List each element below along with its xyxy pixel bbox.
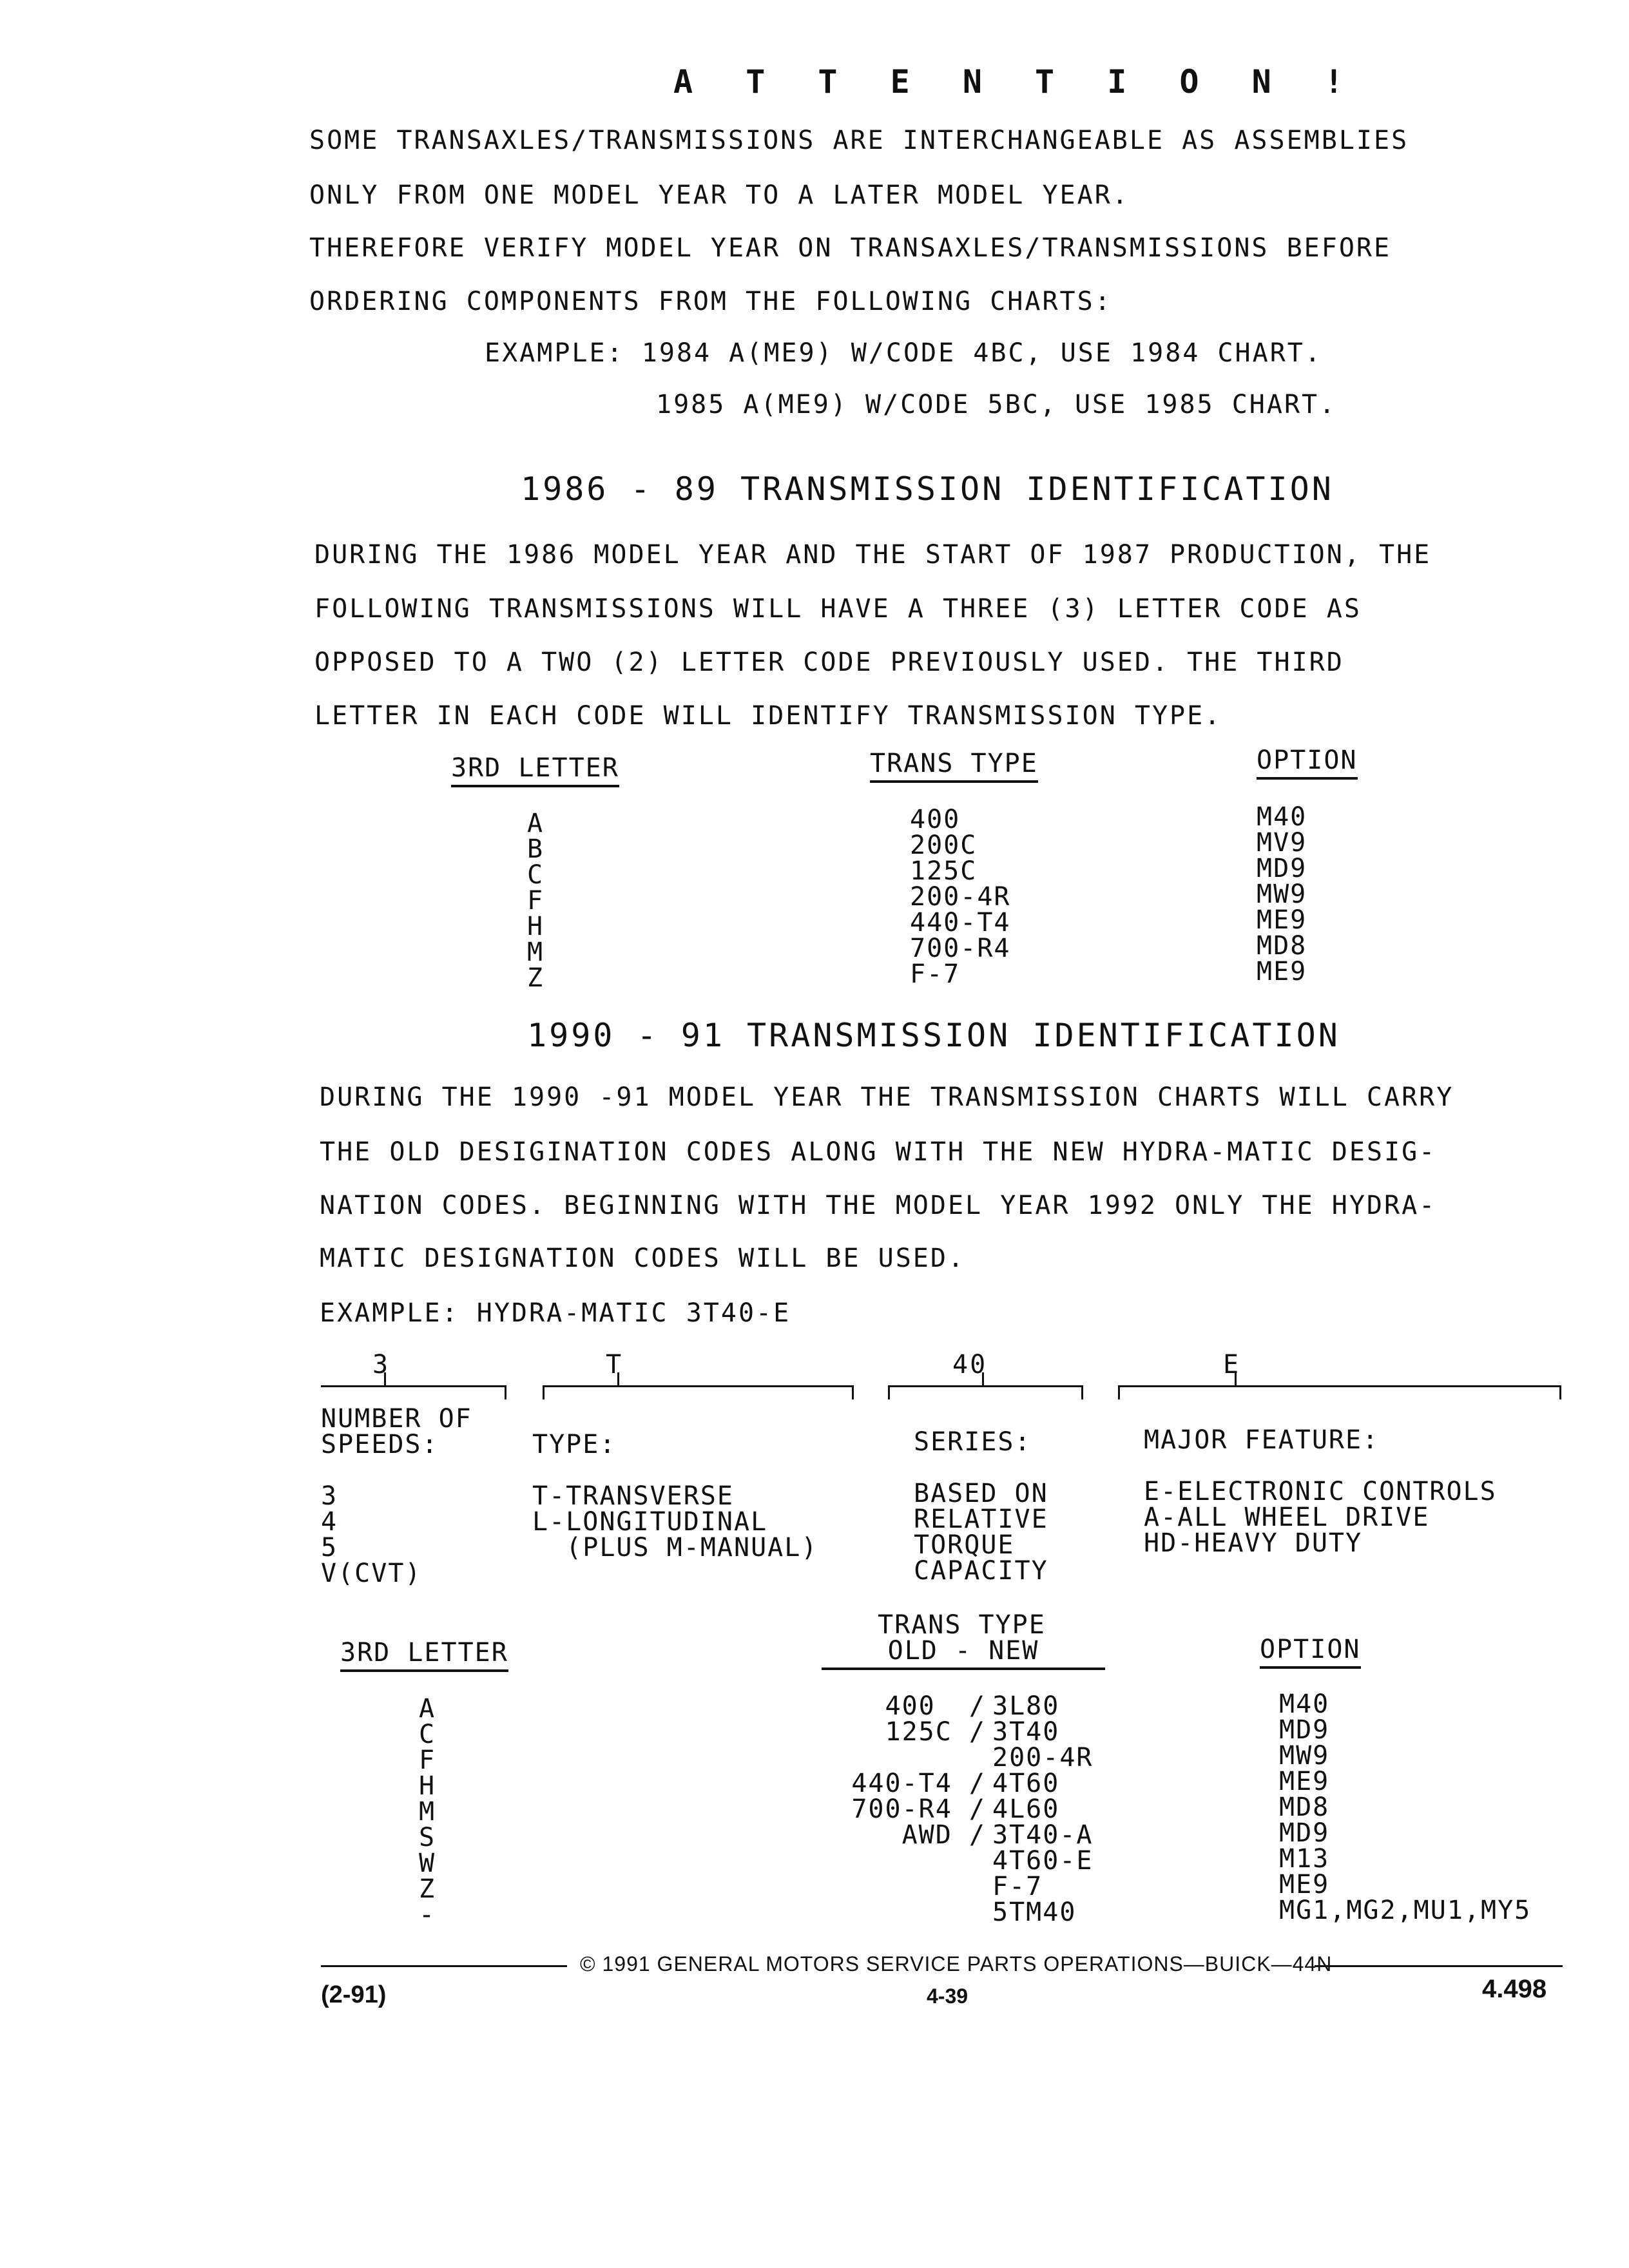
code-part-feature: E [1223, 1350, 1241, 1379]
attention-line-2: ONLY FROM ONE MODEL YEAR TO A LATER MODEL YEAR. [309, 180, 1130, 210]
bracket-series-end [1081, 1385, 1083, 1399]
section-1990-line-4: MATIC DESIGNATION CODES WILL BE USED. [320, 1244, 966, 1273]
table-1986-header-type: TRANS TYPE [870, 751, 1038, 783]
bracket-feature [1118, 1385, 1559, 1387]
bracket-speeds-end [505, 1385, 506, 1399]
attention-example-2: 1985 A(ME9) W/CODE 5BC, USE 1985 CHART. [656, 390, 1337, 419]
bracket-speeds [321, 1385, 505, 1387]
table-1986-letters: A B C F H M Z [527, 809, 545, 993]
legend-type-values: T-TRANSVERSE L-LONGITUDINAL (PLUS M-MANUAL) [532, 1481, 818, 1562]
section-1990-example: EXAMPLE: HYDRA-MATIC 3T40-E [320, 1298, 791, 1328]
section-1986-line-4: LETTER IN EACH CODE WILL IDENTIFY TRANSMISSION TYPE. [314, 701, 1222, 731]
bracket-feature-end [1559, 1385, 1561, 1399]
table-1990-header-trans-2: OLD - NEW [822, 1638, 1105, 1670]
legend-feature-label: MAJOR FEATURE: [1144, 1425, 1380, 1455]
attention-line-4: ORDERING COMPONENTS FROM THE FOLLOWING CHARTS: [309, 287, 1112, 316]
bracket-series [888, 1385, 1081, 1387]
table-1986-header-letter: 3RD LETTER [451, 755, 619, 787]
section-1986-heading: 1986 - 89 TRANSMISSION IDENTIFICATION [521, 470, 1334, 508]
section-1990-heading: 1990 - 91 TRANSMISSION IDENTIFICATION [527, 1017, 1340, 1054]
code-part-series: 40 [952, 1350, 988, 1379]
table-1986-types: 400 200C 125C 200-4R 440-T4 700-R4 F-7 [910, 805, 1011, 989]
bracket-type [543, 1385, 852, 1387]
table-1990-header-letter: 3RD LETTER [340, 1640, 508, 1672]
bracket-series-tick [982, 1372, 984, 1385]
bracket-type-tick [617, 1372, 619, 1385]
footer-copyright: © 1991 GENERAL MOTORS SERVICE PARTS OPERATIONS—BUICK—44N [580, 1952, 1333, 1975]
table-1990-header-option: OPTION [1260, 1637, 1361, 1669]
legend-speeds-values: 3 4 5 V(CVT) [321, 1481, 422, 1588]
legend-type-label: TYPE: [532, 1430, 617, 1459]
footer-rule-left [321, 1965, 567, 1967]
bracket-feature-start [1118, 1385, 1120, 1399]
section-1986-line-1: DURING THE 1986 MODEL YEAR AND THE START OF 1987 PRODUCTION, THE [314, 540, 1432, 570]
bracket-type-start [543, 1385, 545, 1399]
section-1986-line-2: FOLLOWING TRANSMISSIONS WILL HAVE A THREE (3) LETTER CODE AS [314, 594, 1362, 624]
bracket-series-start [888, 1385, 890, 1399]
attention-title: A T T E N T I O N ! [673, 63, 1360, 101]
section-1990-line-2: THE OLD DESIGINATION CODES ALONG WITH THE NEW HYDRA-MATIC DESIG- [320, 1137, 1437, 1167]
footer-page-right: 4.498 [1482, 1975, 1547, 2003]
table-1990-new: 3L80 3T40 200-4R 4T60 4L60 3T40-A 4T60-E F-7 5TM40 [992, 1691, 1094, 1927]
bracket-speeds-tick [384, 1372, 386, 1385]
table-1990-old: 400 / 125C / 440-T4 / 700-R4 / AWD / [851, 1691, 986, 1850]
attention-line-1: SOME TRANSAXLES/TRANSMISSIONS ARE INTERCHANGEABLE AS ASSEMBLIES [309, 126, 1409, 155]
section-1990-line-3: NATION CODES. BEGINNING WITH THE MODEL YEAR 1992 ONLY THE HYDRA- [320, 1191, 1437, 1220]
table-1990-letters: A C F H M S W Z - [419, 1694, 436, 1930]
legend-speeds-label: NUMBER OF SPEEDS: [321, 1404, 472, 1459]
legend-feature-values: E-ELECTRONIC CONTROLS A-ALL WHEEL DRIVE HD-HEAVY DUTY [1144, 1477, 1497, 1558]
table-1990-options: M40 MD9 MW9 ME9 MD8 MD9 M13 ME9 MG1,MG2,MU1,MY5 [1279, 1689, 1532, 1925]
section-1990-line-1: DURING THE 1990 -91 MODEL YEAR THE TRANSMISSION CHARTS WILL CARRY [320, 1082, 1454, 1112]
bracket-feature-tick [1235, 1372, 1237, 1385]
attention-example-1: EXAMPLE: 1984 A(ME9) W/CODE 4BC, USE 1984 CHART. [485, 338, 1322, 368]
legend-series-label: SERIES: [914, 1427, 1032, 1457]
code-part-speeds: 3 [372, 1350, 390, 1379]
bracket-type-end [852, 1385, 854, 1399]
code-part-type: T [606, 1350, 624, 1379]
footer-rule-right [1315, 1965, 1563, 1967]
table-1986-options: M40 MV9 MD9 MW9 ME9 MD8 ME9 [1257, 802, 1307, 986]
table-1990-header-trans-1: TRANS TYPE [878, 1610, 1046, 1640]
footer-date: (2-91) [321, 1981, 387, 2008]
legend-series-values: BASED ON RELATIVE TORQUE CAPACITY [914, 1479, 1048, 1586]
attention-line-3: THEREFORE VERIFY MODEL YEAR ON TRANSAXLES/TRANSMISSIONS BEFORE [309, 233, 1392, 263]
section-1986-line-3: OPPOSED TO A TWO (2) LETTER CODE PREVIOUSLY USED. THE THIRD [314, 648, 1344, 677]
table-1986-header-option: OPTION [1257, 747, 1358, 780]
footer-page-center: 4-39 [927, 1984, 969, 2008]
